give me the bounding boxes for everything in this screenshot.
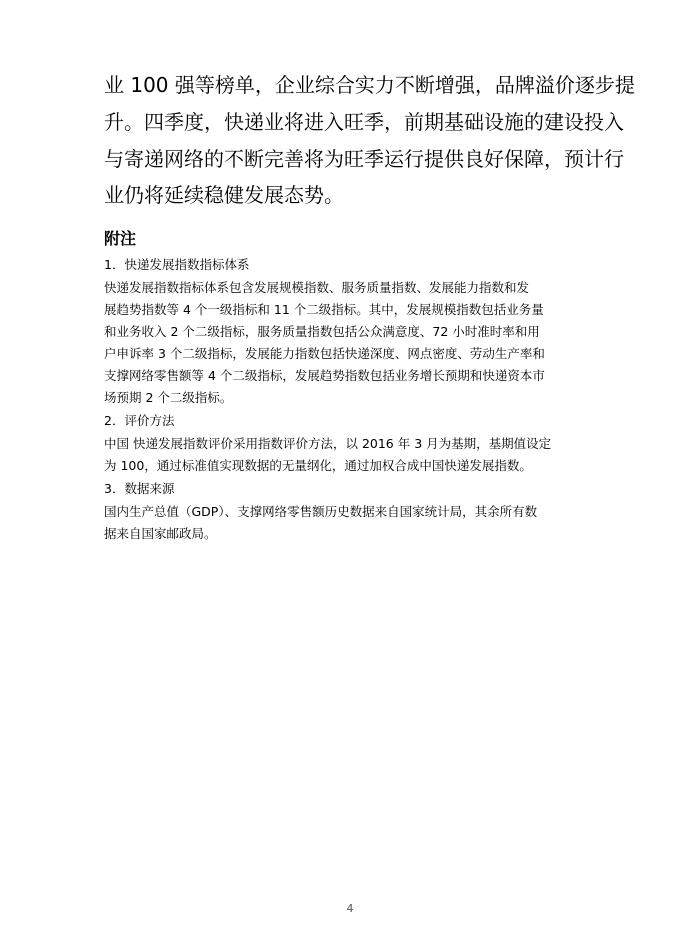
page-number: 4	[346, 902, 354, 915]
note-section-title-2: 2．评价方法	[104, 413, 175, 428]
note-section-title-3: 3．数据来源	[104, 481, 175, 496]
note-section-2-line-2: 为 100，通过标准值实现数据的无量纲化，通过加权合成中国快递发展指数。	[104, 458, 532, 473]
note-section-3-line-2: 据来自国家邮政局。	[104, 526, 217, 541]
note-section-1-line-4: 户申诉率 3 个二级指标，发展能力指数包括快递深度、网点密度、劳动生产率和	[104, 346, 545, 361]
main-paragraph-line-1: 业 100 强等榜单，企业综合实力不断增强，品牌溢价逐步提	[104, 73, 635, 97]
main-paragraph-line-2: 升。四季度，快递业将进入旺季，前期基础设施的建设投入	[104, 110, 624, 134]
note-section-3-line-1: 国内生产总值（GDP）、支撑网络零售额历史数据来自国家统计局，其余所有数	[104, 504, 538, 519]
note-section-1-line-1: 快递发展指数指标体系包含发展规模指数、服务质量指数、发展能力指数和发	[104, 280, 530, 295]
note-section-title-1: 1．快递发展指数指标体系	[104, 257, 250, 272]
main-paragraph-line-4: 业仍将延续稳健发展态势。	[104, 183, 344, 207]
note-section-1-line-6: 场预期 2 个二级指标。	[104, 390, 233, 405]
note-section-1-line-5: 支撑网络零售额等 4 个二级指标，发展趋势指数包括业务增长预期和快递资本市	[104, 368, 545, 383]
note-section-2-line-1: 中国 快递发展指数评价采用指数评价方法，以 2016 年 3 月为基期，基期值设定	[104, 436, 552, 451]
notes-heading: 附注	[104, 229, 137, 248]
note-section-1-line-2: 展趋势指数等 4 个一级指标和 11 个二级指标。其中，发展规模指数包括业务量	[104, 302, 544, 317]
note-section-1-line-3: 和业务收入 2 个二级指标，服务质量指数包括公众满意度、72 小时准时率和用	[104, 324, 540, 339]
main-paragraph-line-3: 与寄递网络的不断完善将为旺季运行提供良好保障，预计行	[104, 147, 624, 171]
